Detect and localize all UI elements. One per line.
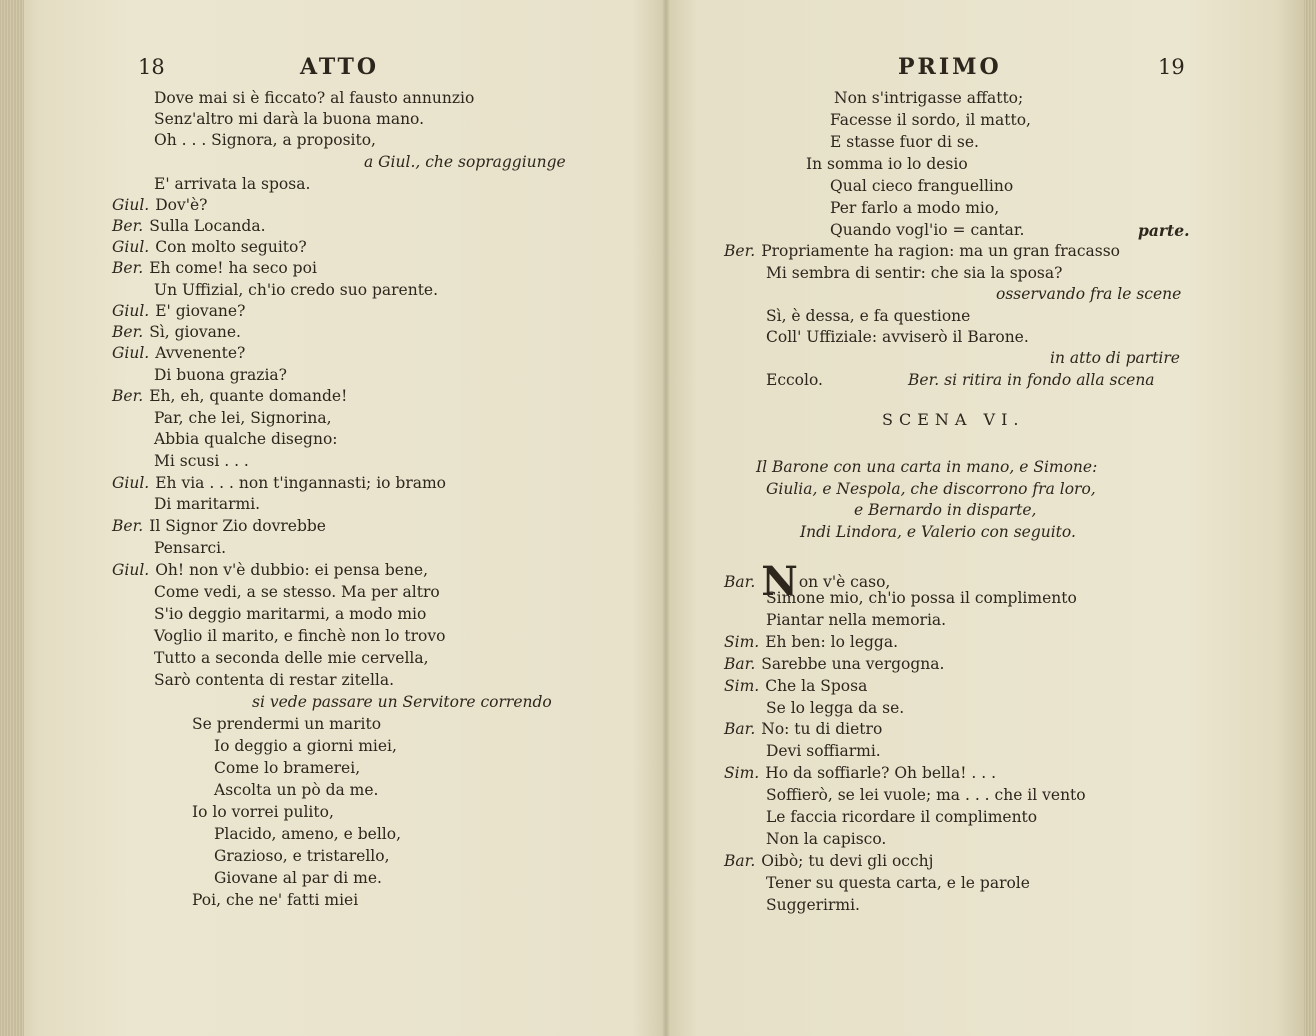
dialogue-line: Giul. E' giovane? xyxy=(112,302,246,320)
text-line: Pensarci. xyxy=(154,539,227,557)
text-line: Piantar nella memoria. xyxy=(766,611,947,629)
text-line: Tutto a seconda delle mie cervella, xyxy=(154,649,429,667)
verse-line: Io deggio a giorni miei, xyxy=(214,737,397,755)
dialogue-line: Bar. Sarebbe una vergogna. xyxy=(724,655,945,673)
text-line: Sarò contenta di restar zitella. xyxy=(154,671,395,689)
stage-direction: e Bernardo in disparte, xyxy=(854,501,1037,519)
text-line: Di buona grazia? xyxy=(154,366,287,384)
text-line: Soffierò, se lei vuole; ma . . . che il vento xyxy=(766,786,1086,804)
text-line: Eccolo. xyxy=(766,371,823,389)
text-line: Suggerirmi. xyxy=(766,896,860,914)
stage-direction: parte. xyxy=(1138,221,1190,240)
text-line: Senz'altro mi darà la buona mano. xyxy=(154,110,425,128)
verse-line: Ascolta un pò da me. xyxy=(214,781,379,799)
dialogue-line: Giul. Con molto seguito? xyxy=(112,238,307,256)
text-line: Le faccia ricordare il complimento xyxy=(766,808,1038,826)
text-line: Mi scusi . . . xyxy=(154,452,249,470)
dialogue-line: Giul. Dov'è? xyxy=(112,196,208,214)
running-head-left: ATTO xyxy=(300,54,379,80)
verse-line: Grazioso, e tristarello, xyxy=(214,847,390,865)
verse-line: Qual cieco franguellino xyxy=(830,177,1014,195)
verse-line: In somma io lo desio xyxy=(806,155,968,173)
text-line: Oh . . . Signora, a proposito, xyxy=(154,131,376,149)
dialogue-line: Bar. Non v'è caso, xyxy=(724,558,891,605)
scene-title: SCENA VI. xyxy=(882,410,1025,429)
dialogue-line: Ber. Eh, eh, quante domande! xyxy=(112,387,348,405)
running-head-right: PRIMO xyxy=(898,54,1002,80)
verse-line: Giovane al par di me. xyxy=(214,869,382,887)
verse-line: Se prendermi un marito xyxy=(192,715,382,733)
stage-direction: a Giul., che sopraggiunge xyxy=(364,153,566,171)
dialogue-line: Giul. Avvenente? xyxy=(112,344,246,362)
text-line: Di maritarmi. xyxy=(154,495,261,513)
verse-line: Io lo vorrei pulito, xyxy=(192,803,334,821)
verse-line: Poi, che ne' fatti miei xyxy=(192,891,359,909)
text-line: Coll' Uffiziale: avviserò il Barone. xyxy=(766,328,1029,346)
page-number-left: 18 xyxy=(138,55,165,79)
verse-line: Quando vogl'io = cantar. xyxy=(830,221,1025,239)
text-line: Par, che lei, Signorina, xyxy=(154,409,332,427)
text-line: Abbia qualche disegno: xyxy=(154,430,338,448)
text-line: Devi soffiarmi. xyxy=(766,742,881,760)
left-page xyxy=(24,0,662,1036)
book-spine xyxy=(662,0,670,1036)
stage-direction: si vede passare un Servitore correndo xyxy=(252,693,552,711)
verse-line: Come lo bramerei, xyxy=(214,759,361,777)
dialogue-line: Giul. Eh via . . . non t'ingannasti; io bramo xyxy=(112,474,447,492)
stage-direction: osservando fra le scene xyxy=(996,285,1182,303)
verse-line: E stasse fuor di se. xyxy=(830,133,979,151)
verse-line: Facesse il sordo, il matto, xyxy=(830,111,1031,129)
dialogue-line: Sim. Ho da soffiarle? Oh bella! . . . xyxy=(724,764,997,782)
text-line: Sì, è dessa, e fa questione xyxy=(766,307,971,325)
text-line: Simone mio, ch'io possa il complimento xyxy=(766,589,1077,607)
drop-cap: N xyxy=(761,558,798,605)
text-line: S'io deggio maritarmi, a modo mio xyxy=(154,605,427,623)
text-line: Voglio il marito, e finchè non lo trovo xyxy=(154,627,446,645)
text-line: Dove mai si è ficcato? al fausto annunzio xyxy=(154,89,475,107)
text-line: Se lo legga da se. xyxy=(766,699,905,717)
stage-direction: Il Barone con una carta in mano, e Simone: xyxy=(756,458,1098,476)
verse-line: Per farlo a modo mio, xyxy=(830,199,1000,217)
page-edges-left xyxy=(0,0,24,1036)
dialogue-line: Ber. Eh come! ha seco poi xyxy=(112,259,317,277)
dialogue-line: Bar. Oibò; tu devi gli occhj xyxy=(724,852,934,870)
dialogue-line: Ber. Sì, giovane. xyxy=(112,323,241,341)
text-line: Come vedi, a se stesso. Ma per altro xyxy=(154,583,440,601)
dialogue-line: Sim. Che la Sposa xyxy=(724,677,868,695)
dialogue-line: Ber. Sulla Locanda. xyxy=(112,217,266,235)
dialogue-line: Bar. No: tu di dietro xyxy=(724,720,883,738)
stage-direction: Giulia, e Nespola, che discorrono fra loro, xyxy=(766,480,1096,498)
verse-line: Placido, ameno, e bello, xyxy=(214,825,402,843)
text-line: Un Uffizial, ch'io credo suo parente. xyxy=(154,281,439,299)
text-line: E' arrivata la sposa. xyxy=(154,175,311,193)
stage-direction: Ber. si ritira in fondo alla scena xyxy=(908,371,1155,389)
page-edges-right xyxy=(1304,0,1316,1036)
dialogue-line: Giul. Oh! non v'è dubbio: ei pensa bene, xyxy=(112,561,429,579)
page-number-right: 19 xyxy=(1158,55,1185,79)
dialogue-line: Sim. Eh ben: lo legga. xyxy=(724,633,899,651)
dialogue-line: Ber. Propriamente ha ragion: ma un gran fracasso xyxy=(724,242,1121,260)
text-line: Mi sembra di sentir: che sia la sposa? xyxy=(766,264,1063,282)
text-line: Non la capisco. xyxy=(766,830,887,848)
stage-direction: Indi Lindora, e Valerio con seguito. xyxy=(800,523,1076,541)
right-page xyxy=(670,0,1304,1036)
stage-direction: in atto di partire xyxy=(1050,349,1180,367)
dialogue-line: Ber. Il Signor Zio dovrebbe xyxy=(112,517,326,535)
verse-line: Non s'intrigasse affatto; xyxy=(834,89,1024,107)
text-line: Tener su questa carta, e le parole xyxy=(766,874,1030,892)
